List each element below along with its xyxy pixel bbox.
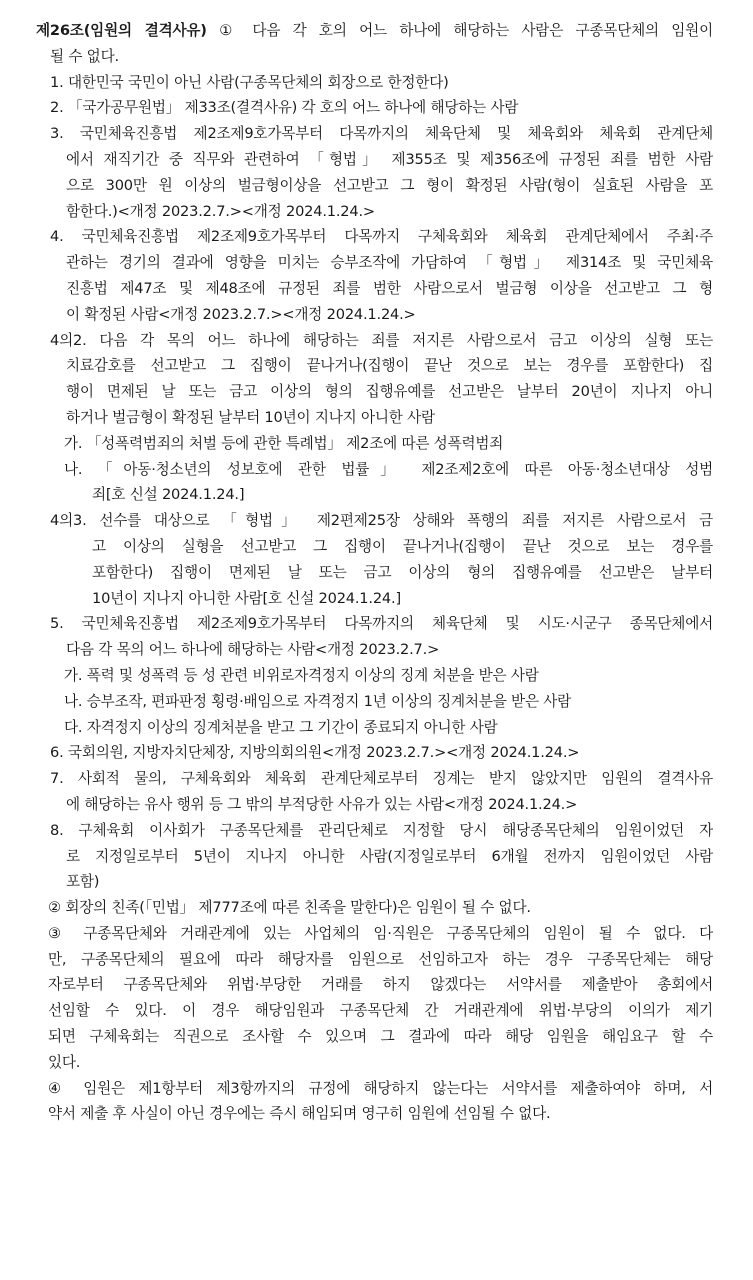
clause-2: ② 회장의 친족(「민법」 제777조에 따른 친족을 말한다)은 임원이 될 수 없다. [48, 899, 531, 917]
text-line: 에서 재직기간 중 직무와 관련하여 「형법」 제355조 및 제356조에 규정된 죄를 범한 사람 [66, 150, 713, 168]
text-line: 되면 구체육회는 직권으로 조사할 수 있으며 그 결과에 따라 해당 임원을 해임요구 할 수 [48, 1028, 713, 1046]
text-line: 죄[호 신설 2024.1.24.] [92, 486, 245, 504]
text-line: 행이 면제된 날 또는 금고 이상의 형의 집행유예를 선고받은 날부터 20년이 지나지 아니 [66, 383, 713, 401]
subitem-ga: 가. 「성폭력범죄의 처벌 등에 관한 특례법」 제2조에 따른 성폭력범죄 [64, 434, 504, 452]
item-3: 3. 국민체육진흥법 제2조제9호가목부터 다목까지의 체육단체 및 체육회와 체육회 관계단체 [50, 125, 713, 143]
article-first-line [36, 18, 713, 44]
item-8: 8. 구체육회 이사회가 구종목단체를 관리단체로 지정할 당시 해당종목단체의 임원이었던 자 [50, 821, 713, 839]
text-line: 포함한다) 집행이 면제된 날 또는 금고 이상의 형의 집행유예를 선고받은 날부터 [92, 563, 713, 581]
text-line: 에 해당하는 유사 행위 등 그 밖의 부적당한 사유가 있는 사람<개정 2024.1.24.> [66, 795, 578, 813]
text-line: 관하는 경기의 결과에 영향을 미치는 승부조작에 가담하여 「형법」 제314조 및 국민체육 [66, 254, 713, 272]
text-line: 진흥법 제47조 및 제48조에 규정된 죄를 범한 사람으로서 벌금형 이상을 선고받고 그 형 [66, 279, 713, 297]
text-line: 고 이상의 실형을 선고받고 그 집행이 끝나거나(집행이 끝난 것으로 보는 경우를 [92, 537, 713, 555]
item-6: 6. 국회의원, 지방자치단체장, 지방의회의원<개정 2023.2.7.><개정 2024.1.24.> [50, 744, 580, 762]
text-line: 자로부터 구종목단체와 위법·부당한 거래를 하지 않겠다는 서약서를 제출받아 총회에서 [48, 976, 713, 994]
article-heading: 제26조(임원의 결격사유) [36, 22, 207, 39]
text-line: 하거나 벌금형이 확정된 날부터 10년이 지나지 아니한 사람 [66, 408, 435, 426]
text-line: 될 수 없다. [50, 47, 119, 65]
text-line: 다음 각 목의 어느 하나에 해당하는 사람<개정 2023.2.7.> [66, 641, 440, 659]
subitem-na: 나. 승부조작, 편파판정 횡령·배임으로 자격정지 1년 이상의 징계처분을 받은 사람 [64, 692, 572, 710]
text-line: 만, 구종목단체의 필요에 따라 해당자를 임원으로 선임하고자 하는 경우 구종목단체는 해당 [48, 950, 713, 968]
clause-4: ④ 임원은 제1항부터 제3항까지의 규정에 해당하지 않는다는 서약서를 제출하여야 하며, 서 [48, 1079, 713, 1097]
subitem-na: 나. 「아동·청소년의 성보호에 관한 법률」 제2조제2호에 따른 아동·청소년대상 성범 [64, 460, 713, 478]
item-1: 1. 대한민국 국민이 아닌 사람(구종목단체의 회장으로 한정한다) [50, 73, 449, 91]
text-line: 치료감호를 선고받고 그 집행이 끝나거나(집행이 끝난 것으로 보는 경우를 포함한다) 집 [66, 357, 713, 375]
item-2: 2. 「국가공무원법」 제33조(결격사유) 각 호의 어느 하나에 해당하는 사람 [50, 99, 519, 117]
text-line: 선임할 수 있다. 이 경우 해당임원과 구종목단체 간 거래관계에 위법·부당의 이의가 제기 [48, 1002, 713, 1020]
text-line: 10년이 지나지 아니한 사람[호 신설 2024.1.24.] [92, 589, 401, 607]
item-4-3: 4의3. 선수를 대상으로 「형법」 제2편제25장 상해와 폭행의 죄를 저지른 사람으로서 금 [50, 512, 713, 530]
subitem-da: 다. 자격정지 이상의 징계처분을 받고 그 기간이 종료되지 아니한 사람 [64, 718, 498, 736]
item-5: 5. 국민체육진흥법 제2조제9호가목부터 다목까지의 체육단체 및 시도·시군구 종목단체에서 [50, 615, 713, 633]
item-7: 7. 사회적 물의, 구체육회와 체육회 관계단체로부터 징계는 받지 않았지만 임원의 결격사유 [50, 770, 713, 788]
subitem-ga: 가. 폭력 및 성폭력 등 성 관련 비위로자격정지 이상의 징계 처분을 받은 사람 [64, 666, 539, 684]
text-line: 이 확정된 사람<개정 2023.2.7.><개정 2024.1.24.> [66, 305, 416, 323]
text-line: 함한다.)<개정 2023.2.7.><개정 2024.1.24.> [66, 202, 375, 220]
text-line: 약서 제출 후 사실이 아닌 경우에는 즉시 해임되며 영구히 임원에 선임될 수 없다. [48, 1105, 551, 1123]
clause-1-intro: ① 다음 각 호의 어느 하나에 해당하는 사람은 구종목단체의 임원이 [219, 22, 713, 39]
item-4: 4. 국민체육진흥법 제2조제9호가목부터 다목까지 구체육회와 체육회 관계단체에서 주최·주 [50, 228, 713, 246]
article-26 [0, 18, 753, 1127]
text-line: 으로 300만 원 이상의 벌금형이상을 선고받고 그 형이 확정된 사람(형이 실효된 사람을 포 [66, 176, 713, 194]
item-4-2: 4의2. 다음 각 목의 어느 하나에 해당하는 죄를 저지른 사람으로서 금고 이상의 실형 또는 [50, 331, 713, 349]
text-line: 포함) [66, 873, 100, 891]
clause-3: ③ 구종목단체와 거래관계에 있는 사업체의 임·직원은 구종목단체의 임원이 될 수 없다. 다 [48, 924, 713, 942]
text-line: 있다. [48, 1053, 81, 1071]
text-line: 로 지정일로부터 5년이 지나지 아니한 사람(지정일로부터 6개월 전까지 임원이었던 사람 [66, 847, 713, 865]
